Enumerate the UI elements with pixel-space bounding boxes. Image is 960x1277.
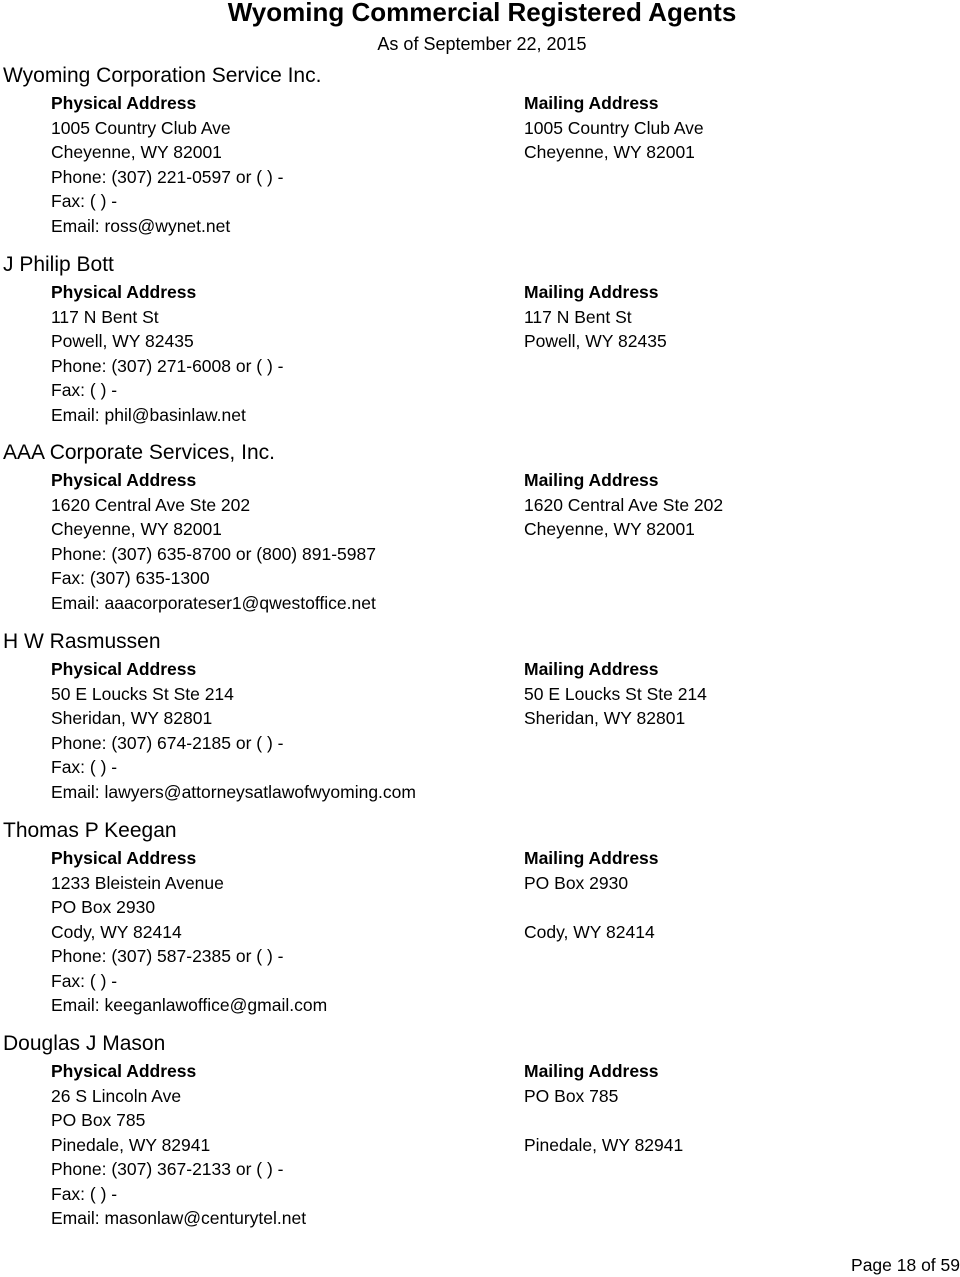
mailing-address-heading: Mailing Address — [524, 93, 659, 113]
physical-line: Email: keeganlawoffice@gmail.com — [51, 995, 328, 1015]
agent-name: AAA Corporate Services, Inc. — [3, 441, 275, 464]
physical-address-heading: Physical Address — [51, 282, 197, 302]
agent-name: J Philip Bott — [3, 253, 114, 276]
mailing-line: Pinedale, WY 82941 — [524, 1134, 684, 1155]
physical-line: 1233 Bleistein Avenue — [51, 872, 224, 893]
physical-line: Fax: ( ) - — [51, 757, 118, 777]
mailing-line: Cheyenne, WY 82001 — [524, 519, 695, 539]
physical-line: Fax: ( ) - — [51, 970, 118, 991]
mailing-line: Powell, WY 82435 — [524, 331, 667, 351]
page-number: Page 18 of 59 — [851, 1255, 960, 1275]
physical-line: Phone: (307) 674-2185 or ( ) - — [51, 732, 284, 753]
agent-entry — [0, 253, 960, 438]
physical-line: Email: lawyers@attorneysatlawofwyoming.com — [51, 781, 416, 802]
mailing-address-block — [524, 1059, 683, 1157]
agent-entry — [0, 630, 960, 815]
physical-line: Pinedale, WY 82941 — [51, 1134, 211, 1155]
as-of-date — [0, 33, 960, 55]
physical-line: 26 S Lincoln Ave — [51, 1085, 182, 1106]
physical-line: 50 E Loucks St Ste 214 — [51, 683, 234, 704]
physical-address-block — [51, 468, 376, 615]
physical-line: Email: ross@wynet.net — [51, 215, 231, 236]
mailing-address-heading: Mailing Address — [524, 1061, 659, 1081]
physical-line: Powell, WY 82435 — [51, 331, 194, 351]
mailing-line: 117 N Bent St — [524, 306, 632, 327]
physical-line: Cody, WY 82414 — [51, 921, 182, 942]
mailing-line: 50 E Loucks St Ste 214 — [524, 683, 707, 704]
physical-line: Phone: (307) 635-8700 or (800) 891-5987 — [51, 543, 376, 564]
physical-address-heading: Physical Address — [51, 470, 197, 490]
agent-entry — [0, 441, 960, 626]
physical-address-block — [51, 846, 327, 1018]
agent-name: Douglas J Mason — [3, 1032, 166, 1055]
physical-line: Cheyenne, WY 82001 — [51, 519, 222, 539]
mailing-line: Cheyenne, WY 82001 — [524, 142, 695, 162]
agent-name: Thomas P Keegan — [3, 819, 177, 842]
agent-entry — [0, 819, 960, 1029]
physical-line: Email: masonlaw@centurytel.net — [51, 1208, 307, 1228]
as-of-date-text: As of September 22, 2015 — [377, 34, 587, 54]
mailing-line: PO Box 2930 — [524, 872, 629, 893]
document-title — [0, 0, 960, 27]
mailing-line: 1620 Central Ave Ste 202 — [524, 494, 724, 515]
physical-line: 1005 Country Club Ave — [51, 117, 231, 138]
physical-address-block — [51, 91, 284, 238]
physical-line: Email: aaacorporateser1@qwestoffice.net — [51, 592, 376, 613]
mailing-line: 1005 Country Club Ave — [524, 117, 704, 138]
physical-line: 117 N Bent St — [51, 306, 159, 327]
agent-entry — [0, 1032, 960, 1242]
physical-line: Phone: (307) 587-2385 or ( ) - — [51, 946, 284, 966]
physical-line: 1620 Central Ave Ste 202 — [51, 494, 251, 515]
mailing-line — [524, 1108, 683, 1133]
mailing-address-heading: Mailing Address — [524, 470, 659, 490]
mailing-address-block — [524, 657, 707, 731]
document-title-text: Wyoming Commercial Registered Agents — [227, 0, 737, 27]
physical-address-block — [51, 657, 416, 804]
physical-line: Phone: (307) 221-0597 or ( ) - — [51, 166, 284, 187]
physical-line: Phone: (307) 271-6008 or ( ) - — [51, 355, 284, 376]
physical-line: Fax: ( ) - — [51, 1183, 118, 1204]
physical-address-heading: Physical Address — [51, 93, 197, 113]
physical-line: PO Box 2930 — [51, 897, 156, 917]
physical-line: Fax: (307) 635-1300 — [51, 568, 210, 588]
mailing-line: Sheridan, WY 82801 — [524, 708, 686, 728]
mailing-address-heading: Mailing Address — [524, 848, 659, 868]
mailing-line: Cody, WY 82414 — [524, 921, 655, 942]
physical-line: Cheyenne, WY 82001 — [51, 142, 222, 162]
physical-line: Fax: ( ) - — [51, 380, 118, 400]
mailing-address-block — [524, 468, 723, 542]
physical-address-block — [51, 280, 284, 427]
physical-line: Sheridan, WY 82801 — [51, 708, 213, 728]
mailing-address-block — [524, 846, 659, 944]
agent-entry — [0, 64, 960, 249]
mailing-address-block — [524, 91, 704, 165]
agent-name: H W Rasmussen — [3, 630, 161, 653]
physical-line: Email: phil@basinlaw.net — [51, 404, 246, 425]
mailing-address-block — [524, 280, 667, 354]
physical-address-heading: Physical Address — [51, 1061, 197, 1081]
physical-line: Fax: ( ) - — [51, 191, 118, 211]
physical-address-heading: Physical Address — [51, 848, 197, 868]
mailing-address-heading: Mailing Address — [524, 659, 659, 679]
physical-line: PO Box 785 — [51, 1110, 146, 1130]
physical-address-heading: Physical Address — [51, 659, 197, 679]
mailing-address-heading: Mailing Address — [524, 282, 659, 302]
physical-address-block — [51, 1059, 306, 1231]
mailing-line: PO Box 785 — [524, 1085, 619, 1106]
mailing-line — [524, 895, 659, 920]
physical-line: Phone: (307) 367-2133 or ( ) - — [51, 1159, 284, 1179]
agent-name: Wyoming Corporation Service Inc. — [3, 64, 322, 87]
